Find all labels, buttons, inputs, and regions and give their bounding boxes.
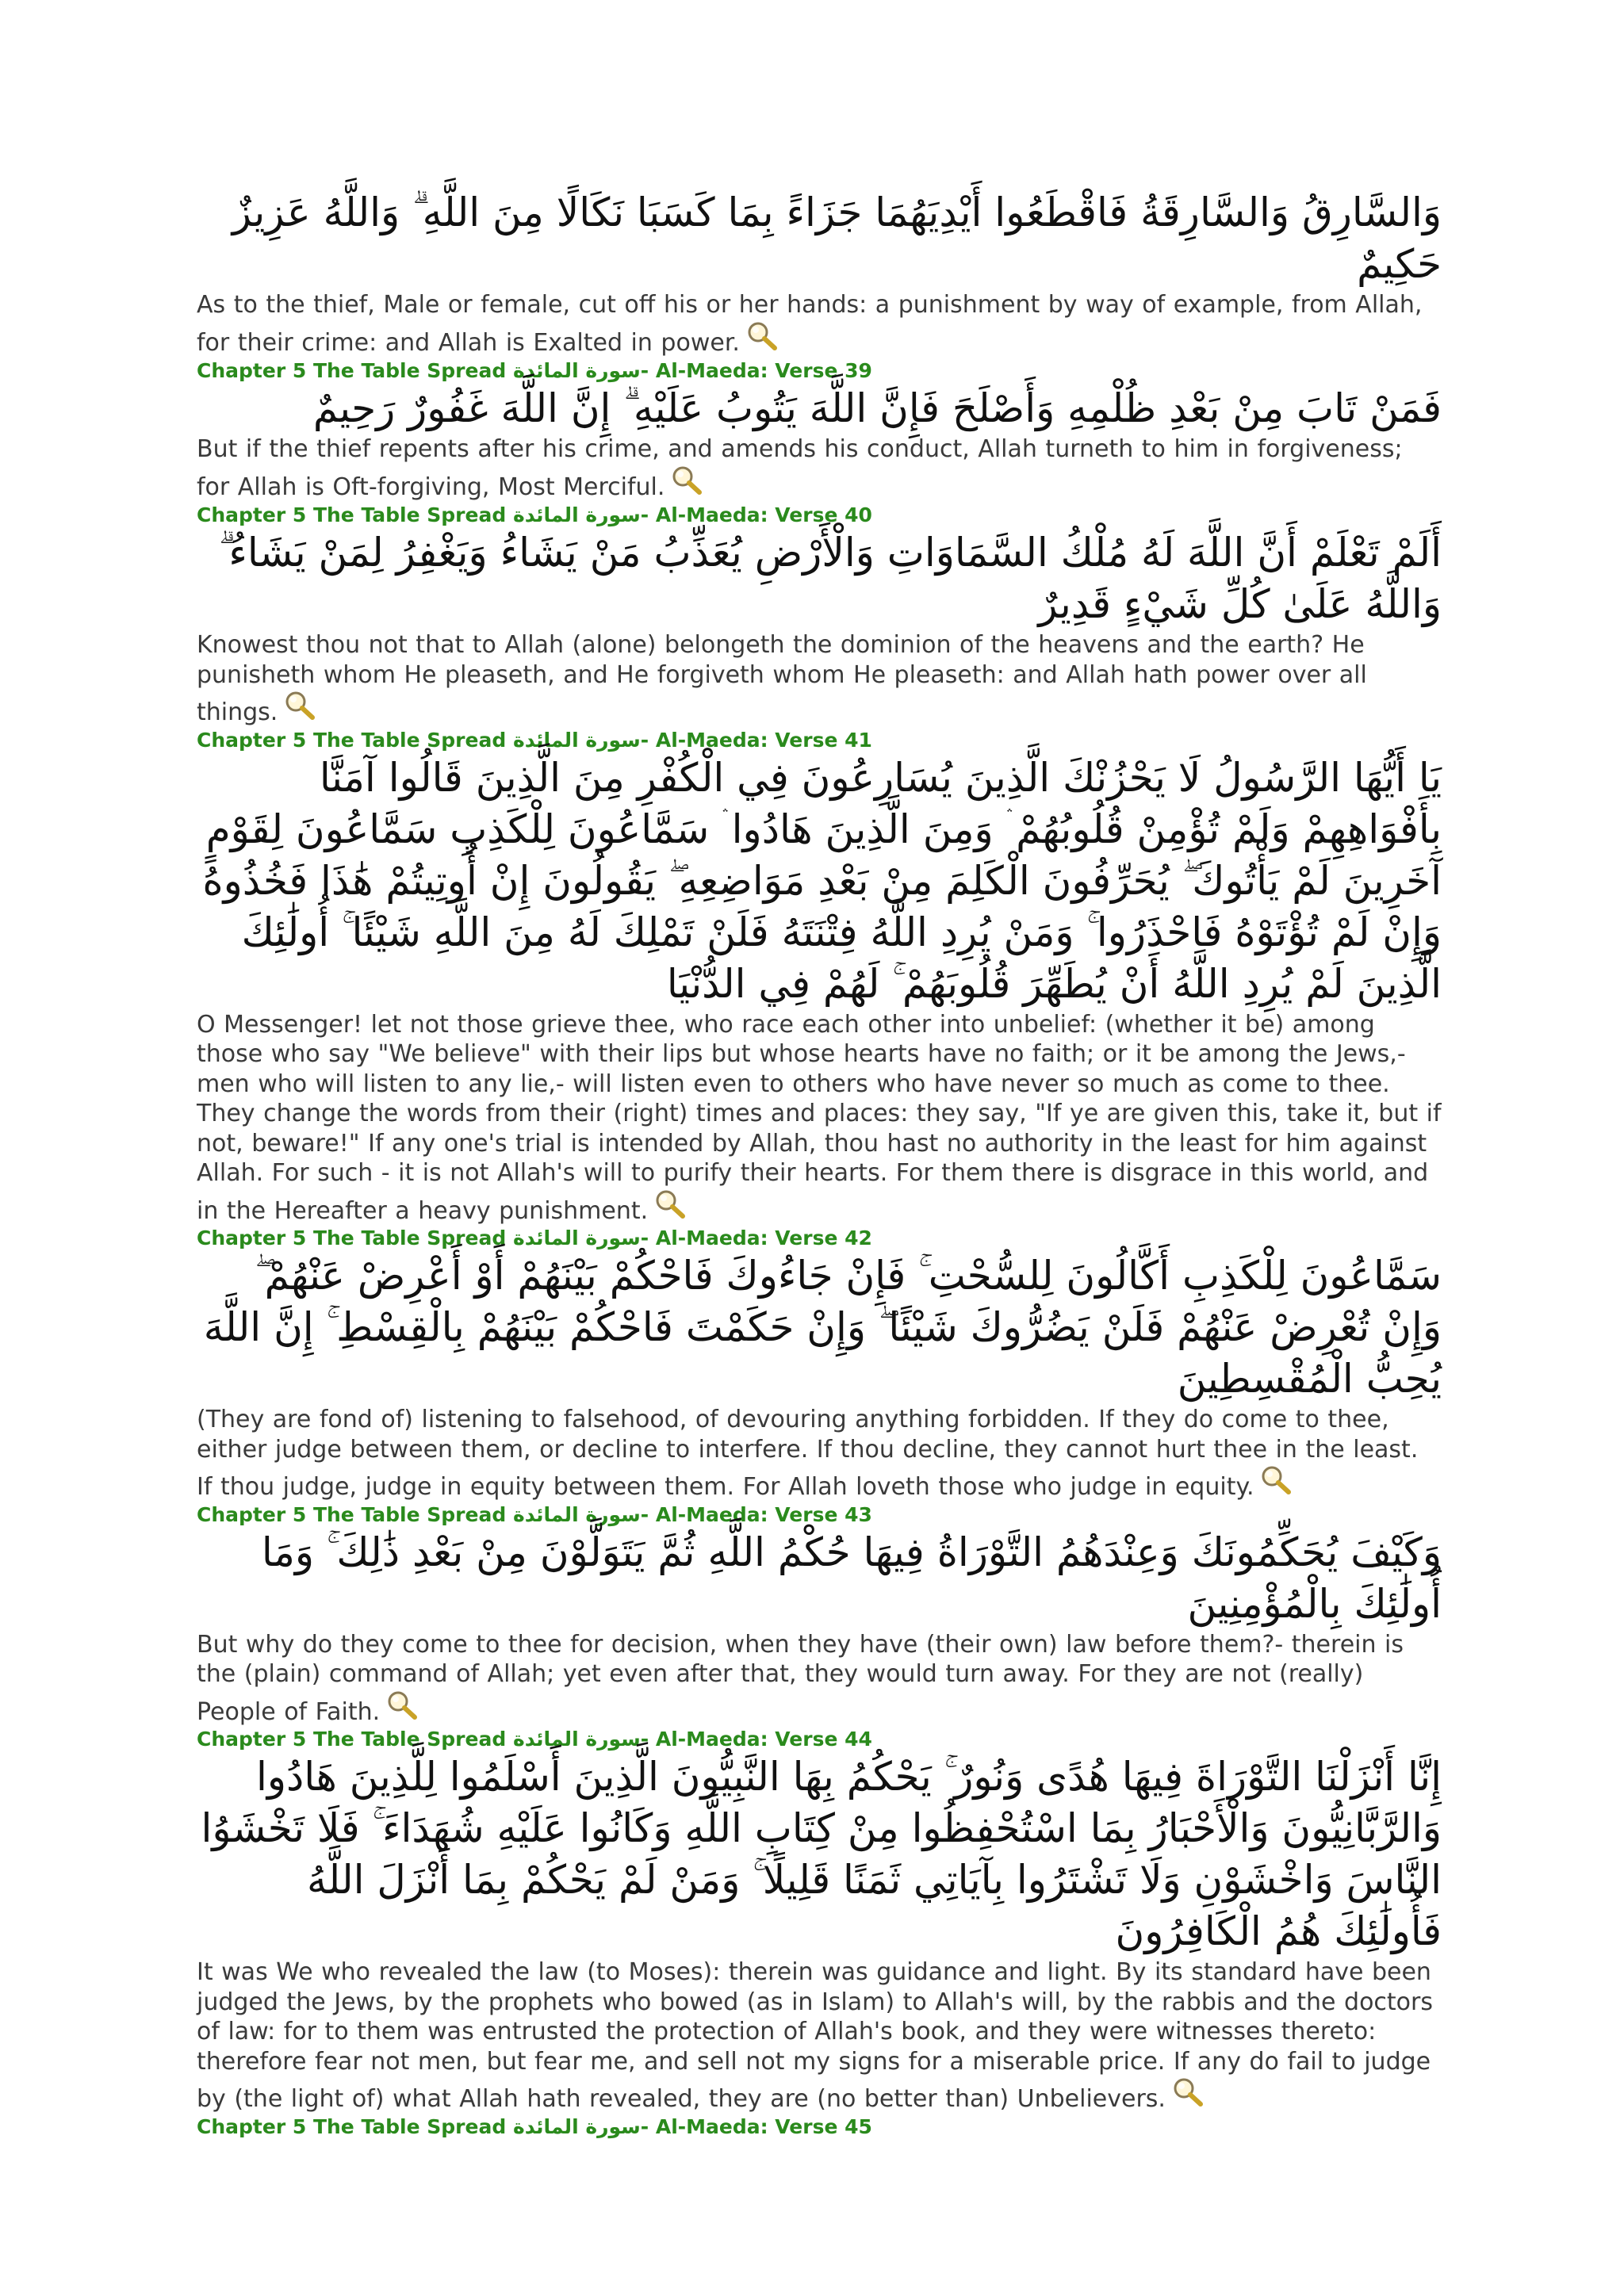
translation-text: It was We who revealed the law (to Moses): therein was guidance and light. By its standard have been judged the Jews, by the prophets who bowed (as in Islam) to Allah's will, by the rabbis and the doctors of law: for to them was entrusted the protection of Allah's book, and they were witnesses thereto: therefore fear not men, but fear me, and sell not my signs for a miserable price. If any do fail to judge by (the light of) what Allah hath revealed, they are (no better than) Unbelievers. [197, 1958, 1434, 2113]
magnifier-icon[interactable] [1170, 2076, 1205, 2108]
verse-block [197, 383, 1442, 527]
arabic-verse: يَا أَيُّهَا الرَّسُولُ لَا يَحْزُنْكَ الَّذِينَ يُسَارِعُونَ فِي الْكُفْرِ مِنَ الَّذِينَ قَالُوا آمَنَّا بِأَفْوَاهِهِمْ وَلَمْ تُؤْمِنْ قُلُوبُهُمْ ۛ وَمِنَ الَّذِينَ هَادُوا ۛ سَمَّاعُونَ لِلْكَذِبِ سَمَّاعُونَ لِقَوْمٍ آخَرِينَ لَمْ يَأْتُوكَ ۖ يُحَرِّفُونَ الْكَلِمَ مِنْ بَعْدِ مَوَاضِعِهِ ۖ يَقُولُونَ إِنْ أُوتِيتُمْ هَٰذَا فَخُذُوهُ وَإِنْ لَمْ تُؤْتَوْهُ فَاحْذَرُوا ۚ وَمَنْ يُرِدِ اللَّهُ فِتْنَتَهُ فَلَنْ تَمْلِكَ لَهُ مِنَ اللَّهِ شَيْئًا ۚ أُولَٰئِكَ الَّذِينَ لَمْ يُرِدِ اللَّهُ أَنْ يُطَهِّرَ قُلُوبَهُمْ ۚ لَهُمْ فِي الدُّنْيَا [202, 754, 1442, 1007]
translation-text: But if the thief repents after his crime, and amends his conduct, Allah turneth to him in forgiveness; for Allah is Oft-forgiving, Most Merciful. [197, 435, 1403, 501]
chapter-link[interactable] [197, 503, 1442, 527]
chapter-title: Chapter 5 The Table Spread [197, 359, 507, 382]
chapter-title: Chapter 5 The Table Spread [197, 1502, 507, 1526]
verse-reference: - Al-Maeda: Verse 40 [640, 503, 872, 526]
verse-reference: - Al-Maeda: Verse 45 [640, 2114, 872, 2138]
surah-arabic-name: سورة المائدة [512, 503, 641, 526]
chapter-title: Chapter 5 The Table Spread [197, 728, 507, 752]
verse-block [197, 527, 1442, 752]
verse-translation [197, 1010, 1442, 1226]
surah-arabic-name: سورة المائدة [512, 1226, 641, 1249]
verse-translation [197, 434, 1442, 503]
verse-translation [197, 630, 1442, 728]
verse-block [197, 1751, 1442, 2139]
arabic-verse: إِنَّا أَنْزَلْنَا التَّوْرَاةَ فِيهَا هُدًى وَنُورٌ ۚ يَحْكُمُ بِهَا النَّبِيُّونَ الَّذِينَ أَسْلَمُوا لِلَّذِينَ هَادُوا وَالرَّبَّانِيُّونَ وَالْأَحْبَارُ بِمَا اسْتُحْفِظُوا مِنْ كِتَابِ اللَّهِ وَكَانُوا عَلَيْهِ شُهَدَاءَ ۚ فَلَا تَخْشَوُا النَّاسَ وَاخْشَوْنِ وَلَا تَشْتَرُوا بِآيَاتِي ثَمَنًا قَلِيلًا ۚ وَمَنْ لَمْ يَحْكُمْ بِمَا أَنْزَلَ اللَّهُ فَأُولَٰئِكَ هُمُ الْكَافِرُونَ [201, 1754, 1442, 1954]
chapter-link[interactable] [197, 1727, 1442, 1751]
verse-reference: - Al-Maeda: Verse 42 [640, 1226, 872, 1249]
verse-translation [197, 290, 1442, 358]
arabic-verse: أَلَمْ تَعْلَمْ أَنَّ اللَّهَ لَهُ مُلْكُ السَّمَاوَاتِ وَالْأَرْضِ يُعَذِّبُ مَنْ يَشَاءُ وَيَغْفِرُ لِمَنْ يَشَاءُ ۗ وَاللَّهُ عَلَىٰ كُلِّ شَيْءٍ قَدِيرٌ [218, 530, 1442, 627]
magnifier-icon[interactable] [653, 1188, 688, 1220]
surah-arabic-name: سورة المائدة [512, 359, 641, 382]
magnifier-icon[interactable] [1258, 1464, 1293, 1496]
arabic-verse: وَكَيْفَ يُحَكِّمُونَكَ وَعِنْدَهُمُ التَّوْرَاةُ فِيهَا حُكْمُ اللَّهِ ثُمَّ يَتَوَلَّوْنَ مِنْ بَعْدِ ذَٰلِكَ ۚ وَمَا أُولَٰئِكَ بِالْمُؤْمِنِينَ [261, 1529, 1442, 1627]
verse-translation [197, 1957, 1442, 2114]
chapter-link[interactable] [197, 1226, 1442, 1250]
translation-text: As to the thief, Male or female, cut off his or her hands: a punishment by way of example, from Allah, for their crime: and Allah is Exalted in power. [197, 291, 1423, 357]
chapter-link[interactable] [197, 728, 1442, 752]
translation-text: But why do they come to thee for decision, when they have (their own) law before them?- therein is the (plain) command of Allah; yet even after that, they would turn away. For they are not (really) People of Faith. [197, 1630, 1404, 1726]
chapter-title: Chapter 5 The Table Spread [197, 2114, 507, 2138]
verse-translation [197, 1405, 1442, 1502]
quran-page [197, 187, 1442, 2139]
chapter-title: Chapter 5 The Table Spread [197, 503, 507, 526]
verse-reference: - Al-Maeda: Verse 44 [640, 1728, 872, 1751]
verse-block [197, 1250, 1442, 1527]
verse-reference: - Al-Maeda: Verse 39 [640, 359, 872, 382]
verse-reference: - Al-Maeda: Verse 43 [640, 1502, 872, 1526]
verse-reference: - Al-Maeda: Verse 41 [640, 728, 872, 752]
translation-text: (They are fond of) listening to falsehood, of devouring anything forbidden. If they do come to thee, either judge between them, or decline to interfere. If thou decline, they cannot hurt thee in the least. If thou judge, judge in equity between them. For Allah loveth those who judge in equity. [197, 1406, 1419, 1501]
verse-block [197, 752, 1442, 1251]
chapter-title: Chapter 5 The Table Spread [197, 1226, 507, 1249]
chapter-link[interactable] [197, 358, 1442, 383]
surah-arabic-name: سورة المائدة [512, 1728, 641, 1751]
translation-text: Knowest thou not that to Allah (alone) belongeth the dominion of the heavens and the earth? He punisheth whom He pleaseth, and He forgiveth whom He pleaseth: and Allah hath power over all things. [197, 631, 1367, 726]
translation-text: O Messenger! let not those grieve thee, who race each other into unbelief: (whether it be) among those who say "We believe" with their lips but whose hearts have no faith; or it be among the Jews,- men who will listen to any lie,- will listen even to others who have never so much as come to thee. They change the words from their (right) times and places: they say, "If ye are given this, take it, but if not, beware!" If any one's trial is intended by Allah, thou hast no authority in the least for him against Allah. For such - it is not Allah's will to purify their hearts. For them there is disgrace in this world, and in the Hereafter a heavy punishment. [197, 1010, 1442, 1225]
verse-block [197, 187, 1442, 383]
chapter-title: Chapter 5 The Table Spread [197, 1728, 507, 1751]
surah-arabic-name: سورة المائدة [512, 728, 641, 752]
surah-arabic-name: سورة المائدة [512, 2114, 641, 2138]
verse-translation [197, 1630, 1442, 1728]
arabic-verse: فَمَنْ تَابَ مِنْ بَعْدِ ظُلْمِهِ وَأَصْلَحَ فَإِنَّ اللَّهَ يَتُوبُ عَلَيْهِ ۗ إِنَّ اللَّهَ غَفُورٌ رَحِيمٌ [312, 385, 1442, 431]
chapter-link[interactable] [197, 2114, 1442, 2139]
verse-block [197, 1527, 1442, 1752]
surah-arabic-name: سورة المائدة [512, 1502, 641, 1526]
magnifier-icon[interactable] [669, 465, 704, 496]
magnifier-icon[interactable] [282, 690, 317, 721]
magnifier-icon[interactable] [385, 1689, 419, 1721]
chapter-link[interactable] [197, 1502, 1442, 1527]
arabic-verse: سَمَّاعُونَ لِلْكَذِبِ أَكَّالُونَ لِلسُّحْتِ ۚ فَإِنْ جَاءُوكَ فَاحْكُمْ بَيْنَهُمْ أَوْ أَعْرِضْ عَنْهُمْ ۖ وَإِنْ تُعْرِضْ عَنْهُمْ فَلَنْ يَضُرُّوكَ شَيْئًا ۖ وَإِنْ حَكَمْتَ فَاحْكُمْ بَيْنَهُمْ بِالْقِسْطِ ۚ إِنَّ اللَّهَ يُحِبُّ الْمُقْسِطِينَ [203, 1253, 1442, 1402]
magnifier-icon[interactable] [745, 320, 779, 352]
arabic-verse: وَالسَّارِقُ وَالسَّارِقَةُ فَاقْطَعُوا أَيْدِيَهُمَا جَزَاءً بِمَا كَسَبَا نَكَالًا مِنَ اللَّهِ ۗ وَاللَّهُ عَزِيزٌ حَكِيمٌ [232, 189, 1442, 287]
